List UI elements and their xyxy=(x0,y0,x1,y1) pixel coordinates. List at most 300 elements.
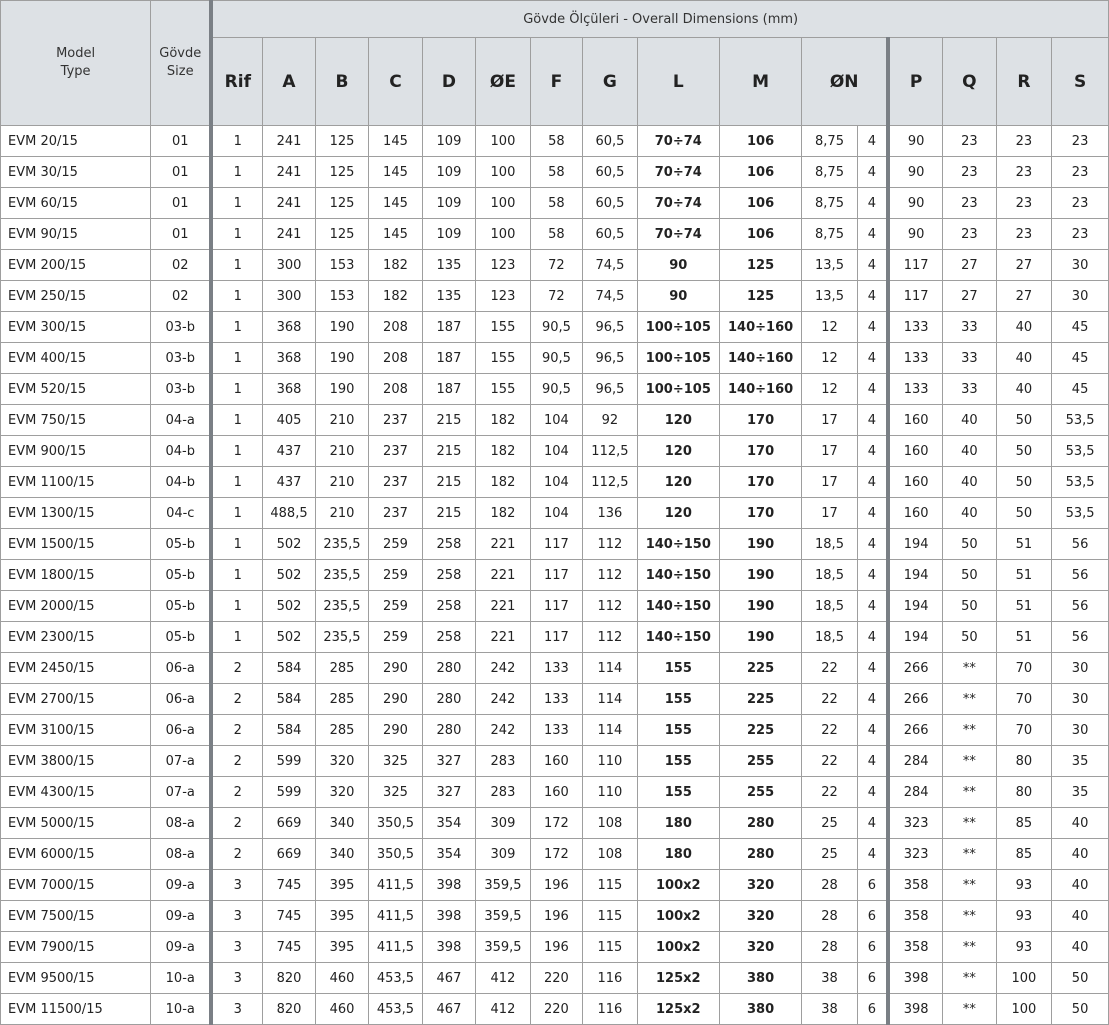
cell-b: 153 xyxy=(315,250,368,281)
cell-s: 53,5 xyxy=(1052,405,1109,436)
cell-e: 309 xyxy=(476,839,531,870)
cell-d: 354 xyxy=(422,839,475,870)
cell-size: 05-b xyxy=(151,560,212,591)
cell-size: 04-a xyxy=(151,405,212,436)
cell-size: 02 xyxy=(151,250,212,281)
cell-s: 30 xyxy=(1052,281,1109,312)
cell-rif: 3 xyxy=(211,932,262,963)
cell-model: EVM 1300/15 xyxy=(1,498,151,529)
cell-n-diameter: 25 xyxy=(802,839,858,870)
cell-n-count: 6 xyxy=(857,963,888,994)
cell-a: 584 xyxy=(263,715,315,746)
cell-r: 50 xyxy=(996,498,1052,529)
cell-r: 85 xyxy=(996,808,1052,839)
cell-a: 368 xyxy=(263,343,315,374)
cell-a: 437 xyxy=(263,436,315,467)
cell-s: 53,5 xyxy=(1052,498,1109,529)
cell-g: 115 xyxy=(583,901,638,932)
table-row xyxy=(1,374,1109,405)
cell-s: 45 xyxy=(1052,312,1109,343)
cell-m: 125 xyxy=(719,250,801,281)
cell-d: 187 xyxy=(422,312,475,343)
cell-a: 368 xyxy=(263,374,315,405)
cell-a: 502 xyxy=(263,529,315,560)
cell-r: 80 xyxy=(996,777,1052,808)
cell-g: 74,5 xyxy=(583,281,638,312)
cell-c: 145 xyxy=(369,126,422,157)
cell-n-diameter: 38 xyxy=(802,963,858,994)
cell-n-count: 4 xyxy=(857,281,888,312)
cell-g: 115 xyxy=(583,870,638,901)
cell-rif: 1 xyxy=(211,405,262,436)
cell-p: 323 xyxy=(888,808,943,839)
cell-p: 358 xyxy=(888,901,943,932)
table-row xyxy=(1,963,1109,994)
dim-header-q: Q xyxy=(943,38,996,126)
cell-f: 196 xyxy=(530,932,582,963)
cell-model: EVM 1800/15 xyxy=(1,560,151,591)
cell-d: 467 xyxy=(422,963,475,994)
cell-n-count: 6 xyxy=(857,932,888,963)
cell-model: EVM 200/15 xyxy=(1,250,151,281)
cell-m: 190 xyxy=(719,622,801,653)
cell-a: 584 xyxy=(263,684,315,715)
cell-q: ** xyxy=(943,746,996,777)
cell-e: 412 xyxy=(476,994,531,1025)
cell-n-diameter: 13,5 xyxy=(802,281,858,312)
cell-g: 114 xyxy=(583,684,638,715)
cell-model: EVM 750/15 xyxy=(1,405,151,436)
cell-size: 03-b xyxy=(151,374,212,405)
cell-g: 108 xyxy=(583,839,638,870)
cell-e: 359,5 xyxy=(476,901,531,932)
cell-c: 259 xyxy=(369,560,422,591)
cell-d: 258 xyxy=(422,560,475,591)
cell-e: 283 xyxy=(476,746,531,777)
cell-m: 125 xyxy=(719,281,801,312)
cell-f: 90,5 xyxy=(530,374,582,405)
cell-a: 502 xyxy=(263,622,315,653)
cell-b: 125 xyxy=(315,157,368,188)
cell-c: 290 xyxy=(369,653,422,684)
cell-n-diameter: 25 xyxy=(802,808,858,839)
cell-a: 599 xyxy=(263,777,315,808)
cell-r: 93 xyxy=(996,932,1052,963)
cell-g: 116 xyxy=(583,994,638,1025)
cell-e: 100 xyxy=(476,219,531,250)
cell-a: 437 xyxy=(263,467,315,498)
cell-a: 745 xyxy=(263,870,315,901)
cell-b: 395 xyxy=(315,932,368,963)
cell-r: 51 xyxy=(996,622,1052,653)
cell-m: 140÷160 xyxy=(719,312,801,343)
cell-a: 745 xyxy=(263,932,315,963)
cell-r: 70 xyxy=(996,715,1052,746)
cell-g: 112 xyxy=(583,529,638,560)
cell-model: EVM 9500/15 xyxy=(1,963,151,994)
cell-c: 325 xyxy=(369,746,422,777)
cell-size: 06-a xyxy=(151,684,212,715)
cell-e: 182 xyxy=(476,498,531,529)
cell-r: 23 xyxy=(996,126,1052,157)
cell-f: 58 xyxy=(530,219,582,250)
cell-d: 258 xyxy=(422,591,475,622)
cell-f: 220 xyxy=(530,963,582,994)
dim-header-s: S xyxy=(1052,38,1109,126)
cell-e: 221 xyxy=(476,591,531,622)
cell-g: 115 xyxy=(583,932,638,963)
cell-q: ** xyxy=(943,684,996,715)
cell-n-diameter: 17 xyxy=(802,467,858,498)
cell-r: 100 xyxy=(996,994,1052,1025)
cell-q: ** xyxy=(943,777,996,808)
cell-model: EVM 11500/15 xyxy=(1,994,151,1025)
table-row xyxy=(1,932,1109,963)
cell-s: 30 xyxy=(1052,684,1109,715)
cell-e: 182 xyxy=(476,467,531,498)
cell-size: 06-a xyxy=(151,715,212,746)
cell-r: 23 xyxy=(996,157,1052,188)
cell-p: 160 xyxy=(888,498,943,529)
cell-l: 155 xyxy=(637,653,719,684)
cell-g: 60,5 xyxy=(583,219,638,250)
cell-l: 140÷150 xyxy=(637,622,719,653)
cell-f: 133 xyxy=(530,684,582,715)
cell-b: 125 xyxy=(315,219,368,250)
table-row xyxy=(1,560,1109,591)
cell-q: 50 xyxy=(943,529,996,560)
cell-b: 320 xyxy=(315,777,368,808)
cell-rif: 1 xyxy=(211,126,262,157)
cell-g: 108 xyxy=(583,808,638,839)
cell-q: ** xyxy=(943,994,996,1025)
cell-model: EVM 520/15 xyxy=(1,374,151,405)
cell-e: 123 xyxy=(476,281,531,312)
cell-s: 53,5 xyxy=(1052,436,1109,467)
cell-p: 194 xyxy=(888,591,943,622)
cell-s: 45 xyxy=(1052,374,1109,405)
cell-b: 285 xyxy=(315,684,368,715)
cell-r: 100 xyxy=(996,963,1052,994)
cell-m: 380 xyxy=(719,963,801,994)
cell-f: 172 xyxy=(530,808,582,839)
table-row xyxy=(1,901,1109,932)
cell-rif: 3 xyxy=(211,901,262,932)
cell-rif: 1 xyxy=(211,374,262,405)
cell-q: ** xyxy=(943,715,996,746)
cell-c: 350,5 xyxy=(369,839,422,870)
cell-d: 215 xyxy=(422,467,475,498)
cell-model: EVM 60/15 xyxy=(1,188,151,219)
dim-header-e-diameter: ØE xyxy=(476,38,531,126)
dim-header-n-diameter: ØN xyxy=(802,38,888,126)
cell-n-count: 4 xyxy=(857,622,888,653)
cell-e: 359,5 xyxy=(476,870,531,901)
cell-g: 116 xyxy=(583,963,638,994)
cell-m: 280 xyxy=(719,808,801,839)
cell-l: 70÷74 xyxy=(637,188,719,219)
cell-n-count: 4 xyxy=(857,219,888,250)
cell-m: 106 xyxy=(719,157,801,188)
cell-s: 35 xyxy=(1052,746,1109,777)
cell-model: EVM 3100/15 xyxy=(1,715,151,746)
cell-n-diameter: 18,5 xyxy=(802,560,858,591)
cell-n-count: 4 xyxy=(857,653,888,684)
cell-size: 07-a xyxy=(151,777,212,808)
cell-r: 40 xyxy=(996,374,1052,405)
cell-e: 100 xyxy=(476,157,531,188)
cell-g: 112,5 xyxy=(583,436,638,467)
cell-p: 358 xyxy=(888,932,943,963)
cell-e: 242 xyxy=(476,653,531,684)
cell-p: 90 xyxy=(888,157,943,188)
cell-d: 187 xyxy=(422,374,475,405)
cell-e: 412 xyxy=(476,963,531,994)
cell-d: 215 xyxy=(422,405,475,436)
cell-size: 09-a xyxy=(151,932,212,963)
cell-a: 599 xyxy=(263,746,315,777)
cell-r: 70 xyxy=(996,653,1052,684)
cell-q: 33 xyxy=(943,374,996,405)
cell-a: 405 xyxy=(263,405,315,436)
cell-m: 106 xyxy=(719,188,801,219)
cell-b: 460 xyxy=(315,963,368,994)
cell-model: EVM 30/15 xyxy=(1,157,151,188)
cell-f: 172 xyxy=(530,839,582,870)
cell-size: 07-a xyxy=(151,746,212,777)
cell-e: 123 xyxy=(476,250,531,281)
cell-e: 182 xyxy=(476,436,531,467)
cell-d: 109 xyxy=(422,157,475,188)
cell-n-diameter: 18,5 xyxy=(802,591,858,622)
cell-s: 53,5 xyxy=(1052,467,1109,498)
cell-n-count: 4 xyxy=(857,374,888,405)
table-row xyxy=(1,808,1109,839)
cell-m: 140÷160 xyxy=(719,343,801,374)
cell-m: 170 xyxy=(719,498,801,529)
cell-n-count: 4 xyxy=(857,808,888,839)
cell-n-count: 4 xyxy=(857,188,888,219)
cell-model: EVM 90/15 xyxy=(1,219,151,250)
cell-l: 120 xyxy=(637,467,719,498)
cell-p: 133 xyxy=(888,374,943,405)
cell-p: 90 xyxy=(888,188,943,219)
cell-q: ** xyxy=(943,653,996,684)
cell-size: 02 xyxy=(151,281,212,312)
cell-b: 210 xyxy=(315,467,368,498)
cell-s: 30 xyxy=(1052,250,1109,281)
cell-d: 398 xyxy=(422,870,475,901)
cell-l: 100÷105 xyxy=(637,343,719,374)
dim-header-f: F xyxy=(530,38,582,126)
cell-p: 284 xyxy=(888,777,943,808)
cell-s: 40 xyxy=(1052,901,1109,932)
cell-s: 23 xyxy=(1052,126,1109,157)
cell-q: ** xyxy=(943,932,996,963)
cell-q: 27 xyxy=(943,250,996,281)
cell-e: 100 xyxy=(476,188,531,219)
dim-header-a: A xyxy=(263,38,315,126)
cell-s: 40 xyxy=(1052,839,1109,870)
cell-b: 460 xyxy=(315,994,368,1025)
cell-b: 210 xyxy=(315,405,368,436)
cell-s: 56 xyxy=(1052,591,1109,622)
cell-e: 221 xyxy=(476,529,531,560)
cell-l: 100x2 xyxy=(637,870,719,901)
cell-s: 30 xyxy=(1052,653,1109,684)
cell-n-count: 4 xyxy=(857,684,888,715)
cell-q: 40 xyxy=(943,436,996,467)
cell-c: 182 xyxy=(369,250,422,281)
cell-g: 112 xyxy=(583,591,638,622)
cell-rif: 1 xyxy=(211,312,262,343)
cell-size: 09-a xyxy=(151,870,212,901)
cell-s: 40 xyxy=(1052,870,1109,901)
cell-n-diameter: 18,5 xyxy=(802,529,858,560)
cell-a: 502 xyxy=(263,560,315,591)
cell-n-count: 6 xyxy=(857,994,888,1025)
cell-c: 145 xyxy=(369,188,422,219)
cell-n-count: 4 xyxy=(857,467,888,498)
cell-n-count: 4 xyxy=(857,839,888,870)
cell-l: 120 xyxy=(637,498,719,529)
cell-rif: 2 xyxy=(211,746,262,777)
cell-f: 133 xyxy=(530,715,582,746)
cell-a: 745 xyxy=(263,901,315,932)
cell-size: 04-b xyxy=(151,467,212,498)
cell-a: 241 xyxy=(263,188,315,219)
cell-l: 70÷74 xyxy=(637,219,719,250)
cell-n-count: 4 xyxy=(857,126,888,157)
cell-c: 208 xyxy=(369,343,422,374)
cell-n-diameter: 22 xyxy=(802,715,858,746)
cell-size: 10-a xyxy=(151,963,212,994)
cell-n-count: 6 xyxy=(857,901,888,932)
cell-b: 235,5 xyxy=(315,622,368,653)
cell-f: 90,5 xyxy=(530,343,582,374)
cell-f: 104 xyxy=(530,467,582,498)
cell-d: 187 xyxy=(422,343,475,374)
cell-c: 208 xyxy=(369,374,422,405)
cell-p: 358 xyxy=(888,870,943,901)
cell-a: 820 xyxy=(263,963,315,994)
cell-d: 109 xyxy=(422,219,475,250)
cell-c: 290 xyxy=(369,715,422,746)
cell-l: 70÷74 xyxy=(637,157,719,188)
cell-c: 208 xyxy=(369,312,422,343)
cell-s: 45 xyxy=(1052,343,1109,374)
cell-f: 104 xyxy=(530,498,582,529)
cell-d: 258 xyxy=(422,622,475,653)
cell-d: 467 xyxy=(422,994,475,1025)
cell-model: EVM 1100/15 xyxy=(1,467,151,498)
cell-q: ** xyxy=(943,901,996,932)
cell-a: 669 xyxy=(263,808,315,839)
cell-a: 241 xyxy=(263,157,315,188)
cell-d: 327 xyxy=(422,746,475,777)
cell-s: 35 xyxy=(1052,777,1109,808)
cell-e: 221 xyxy=(476,560,531,591)
cell-l: 155 xyxy=(637,684,719,715)
cell-b: 210 xyxy=(315,498,368,529)
cell-m: 170 xyxy=(719,436,801,467)
cell-rif: 1 xyxy=(211,157,262,188)
cell-s: 56 xyxy=(1052,529,1109,560)
cell-r: 40 xyxy=(996,343,1052,374)
cell-rif: 1 xyxy=(211,436,262,467)
cell-s: 50 xyxy=(1052,963,1109,994)
cell-q: 40 xyxy=(943,498,996,529)
cell-size: 03-b xyxy=(151,312,212,343)
cell-l: 140÷150 xyxy=(637,591,719,622)
cell-p: 194 xyxy=(888,529,943,560)
cell-model: EVM 300/15 xyxy=(1,312,151,343)
cell-a: 241 xyxy=(263,219,315,250)
cell-p: 133 xyxy=(888,312,943,343)
cell-g: 96,5 xyxy=(583,343,638,374)
cell-p: 194 xyxy=(888,622,943,653)
cell-l: 140÷150 xyxy=(637,560,719,591)
cell-r: 50 xyxy=(996,436,1052,467)
cell-r: 23 xyxy=(996,219,1052,250)
cell-rif: 3 xyxy=(211,963,262,994)
cell-n-diameter: 22 xyxy=(802,653,858,684)
cell-p: 266 xyxy=(888,684,943,715)
cell-q: 33 xyxy=(943,312,996,343)
cell-rif: 2 xyxy=(211,684,262,715)
cell-d: 215 xyxy=(422,436,475,467)
cell-c: 453,5 xyxy=(369,963,422,994)
cell-d: 398 xyxy=(422,932,475,963)
cell-b: 125 xyxy=(315,188,368,219)
table-row xyxy=(1,436,1109,467)
cell-rif: 2 xyxy=(211,808,262,839)
cell-c: 237 xyxy=(369,405,422,436)
cell-rif: 3 xyxy=(211,994,262,1025)
cell-c: 145 xyxy=(369,157,422,188)
cell-m: 255 xyxy=(719,746,801,777)
cell-l: 155 xyxy=(637,715,719,746)
cell-p: 323 xyxy=(888,839,943,870)
cell-f: 117 xyxy=(530,591,582,622)
table-row xyxy=(1,870,1109,901)
dim-header-d: D xyxy=(422,38,475,126)
cell-l: 140÷150 xyxy=(637,529,719,560)
cell-c: 182 xyxy=(369,281,422,312)
cell-size: 08-a xyxy=(151,839,212,870)
cell-n-diameter: 13,5 xyxy=(802,250,858,281)
cell-m: 190 xyxy=(719,529,801,560)
cell-c: 145 xyxy=(369,219,422,250)
cell-model: EVM 400/15 xyxy=(1,343,151,374)
cell-g: 110 xyxy=(583,777,638,808)
cell-s: 50 xyxy=(1052,994,1109,1025)
cell-r: 23 xyxy=(996,188,1052,219)
cell-model: EVM 2000/15 xyxy=(1,591,151,622)
overall-dimensions-title: Gövde Ölçüleri - Overall Dimensions (mm) xyxy=(211,1,1108,38)
cell-rif: 1 xyxy=(211,529,262,560)
cell-d: 135 xyxy=(422,250,475,281)
cell-rif: 1 xyxy=(211,591,262,622)
cell-f: 58 xyxy=(530,126,582,157)
cell-size: 01 xyxy=(151,219,212,250)
table-row xyxy=(1,188,1109,219)
cell-g: 136 xyxy=(583,498,638,529)
cell-l: 120 xyxy=(637,405,719,436)
table-row xyxy=(1,219,1109,250)
cell-l: 100x2 xyxy=(637,932,719,963)
cell-b: 395 xyxy=(315,870,368,901)
